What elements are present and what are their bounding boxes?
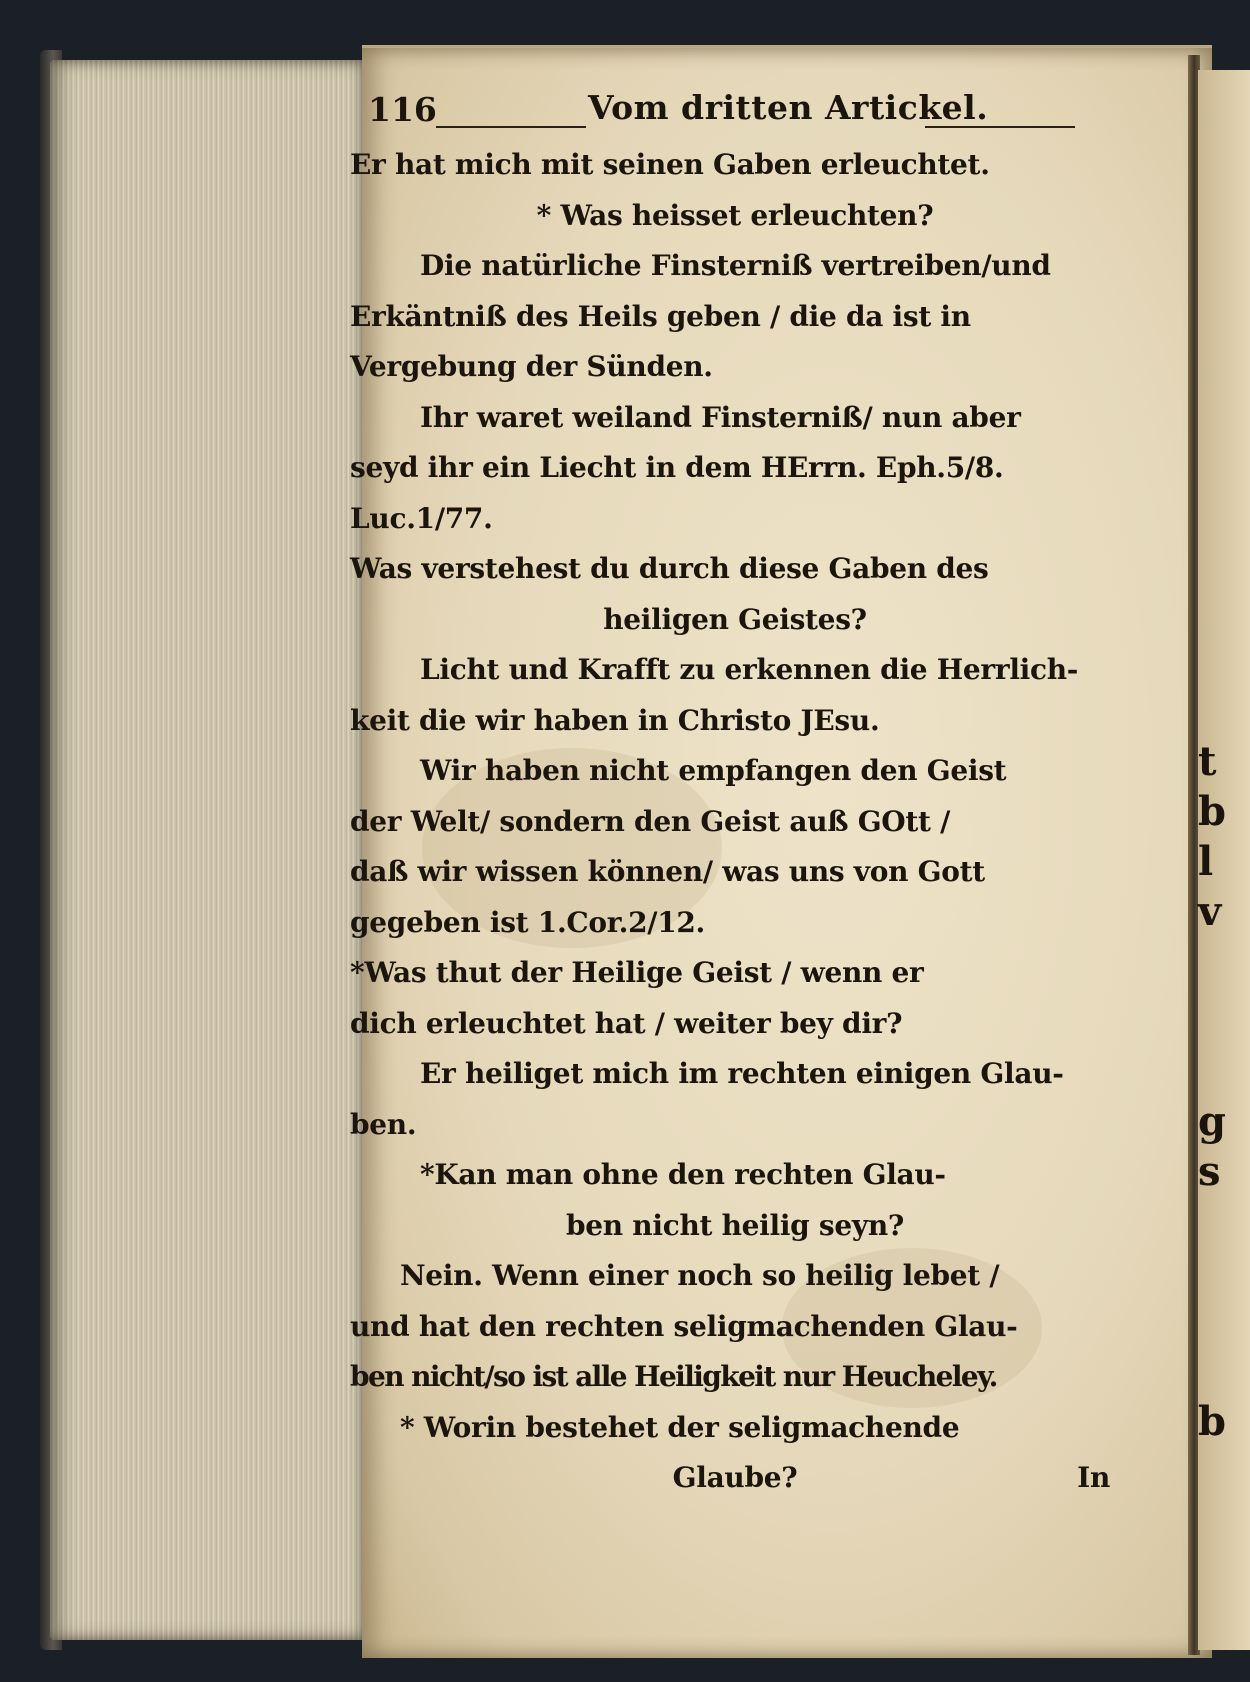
text-line: Luc.1/77. <box>350 501 493 535</box>
text-line: Vergebung der Sünden. <box>350 350 713 383</box>
running-head <box>350 88 1150 140</box>
catchword: In <box>1077 1461 1110 1494</box>
text-line: ben. <box>350 1107 417 1141</box>
text-line: Wir haben nicht empfangen den Geist <box>420 754 1007 787</box>
text-line: Nein. Wenn einer noch so heilig lebet / <box>400 1259 1000 1292</box>
facing-page-letter: t <box>1198 738 1217 785</box>
question-line: *Kan man ohne den rechten Glau- <box>420 1158 946 1191</box>
text-line: Er heiliget mich im rechten einigen Glau- <box>420 1057 1064 1090</box>
facing-page-letter: b <box>1198 788 1226 835</box>
text-line: und hat den rechten seligmachenden Glau- <box>350 1309 1018 1343</box>
text-line: Erkäntniß des Heils geben / die da ist in <box>350 299 971 333</box>
text-line: daß wir wissen können/ was uns von Gott <box>350 855 985 888</box>
question-line: ben nicht heilig seyn? <box>566 1208 904 1242</box>
header-rule <box>436 126 586 128</box>
page-text <box>350 88 1150 1504</box>
text-line: Die natürliche Finsterniß vertreiben/und <box>420 249 1051 282</box>
header-rule <box>925 126 1075 128</box>
facing-page-letter: v <box>1198 888 1222 935</box>
text-line: Licht und Krafft zu erkennen die Herrlich- <box>420 653 1079 686</box>
question-line: Glaube? <box>672 1461 798 1494</box>
text-line: seyd ihr ein Liecht in dem HErrn. Eph.5/8. <box>350 451 1004 484</box>
facing-page-letter: g <box>1198 1098 1226 1145</box>
text-line: Ihr waret weiland Finsterniß/ nun aber <box>420 400 1021 434</box>
text-line: keit die wir haben in Christo JEsu. <box>350 703 880 737</box>
question-line: heiligen Geistes? <box>603 602 867 636</box>
facing-page-letter: s <box>1198 1148 1221 1195</box>
page-number: 116 <box>368 90 437 129</box>
question-line: *Was thut der Heilige Geist / wenn er <box>350 956 924 989</box>
question-line: * Was heisset erleuchten? <box>536 198 934 232</box>
text-line: Er hat mich mit seinen Gaben erleuchtet. <box>350 148 990 181</box>
page-block-edges <box>50 60 365 1640</box>
facing-page-letter: b <box>1198 1398 1226 1445</box>
facing-page-letter: l <box>1198 838 1214 885</box>
text-line: ben nicht/so ist alle Heiligkeit nur Heucheley. <box>350 1360 997 1393</box>
question-line: Was verstehest du durch diese Gaben des <box>350 552 989 585</box>
running-title: Vom dritten Artickel. <box>588 88 989 127</box>
text-line: gegeben ist 1.Cor.2/12. <box>350 905 706 939</box>
question-line: * Worin bestehet der seligmachende <box>400 1410 960 1444</box>
question-line: dich erleuchtet hat / weiter bey dir? <box>350 1006 903 1040</box>
text-line: der Welt/ sondern den Geist auß GOtt / <box>350 804 951 838</box>
